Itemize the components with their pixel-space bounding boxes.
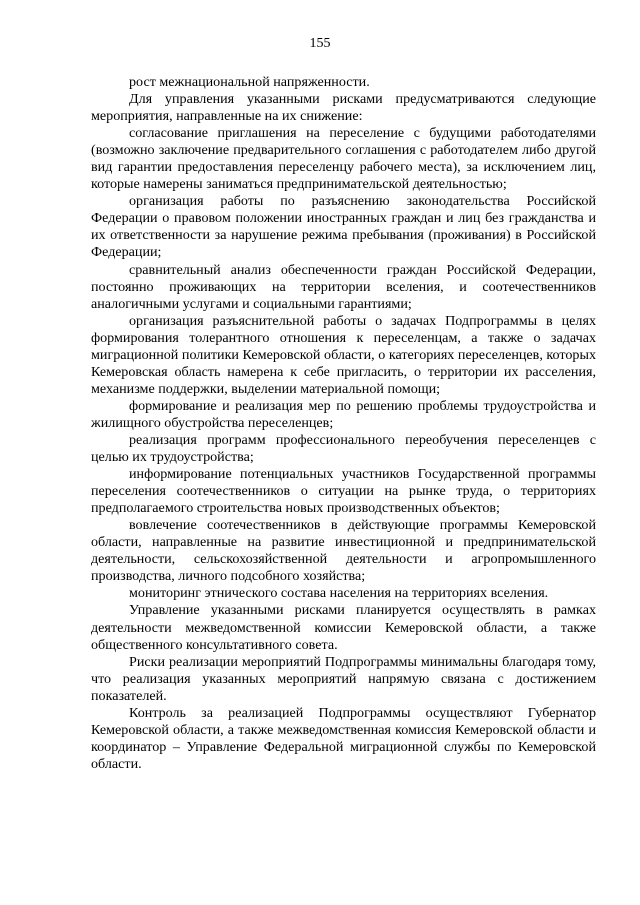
- paragraph: Контроль за реализацией Подпрограммы осуществляют Губернатор Кемеровской области, а также межведомственная комиссия Кемеровской области и координатор – Управление Федеральной миграционной службы по Кемеровской области.: [91, 704, 596, 772]
- paragraph: Управление указанными рисками планируется осуществлять в рамках деятельности межведомственной комиссии Кемеровской области, а также общественного консультативного совета.: [91, 602, 596, 653]
- list-item: информирование потенциальных участников Государственной программы переселения соотечественников о ситуации на рынке труда, о территориях предполагаемого строительства новых производственных объектов;: [91, 466, 596, 517]
- list-item: вовлечение соотечественников в действующие программы Кемеровской области, направленные на развитие инвестиционной и предпринимательской деятельности, сельскохозяйственной деятельности и агропромышленного производства, личного подсобного хозяйства;: [91, 517, 596, 585]
- paragraph: Риски реализации мероприятий Подпрограммы минимальны благодаря тому, что реализация указанных мероприятий напрямую связана с достижением показателей.: [91, 653, 596, 704]
- list-item: реализация программ профессионального переобучения переселенцев с целью их трудоустройства;: [91, 431, 596, 466]
- list-item: организация работы по разъяснению законодательства Российской Федерации о правовом положении иностранных граждан и лиц без гражданства и их ответственности за нарушение режима пребывания (проживания) в Российской Федерации;: [91, 193, 596, 261]
- list-item: организация разъяснительной работы о задачах Подпрограммы в целях формирования толерантного отношения к переселенцам, а также о задачах миграционной политики Кемеровской области, о категориях переселенцев, которых Кемеровская область намерена к себе пригласить, о территории их расселения, механизме поддержки, выделении материальной помощи;: [91, 312, 596, 397]
- paragraph: Для управления указанными рисками предусматриваются следующие мероприятия, направленные на их снижение:: [91, 91, 596, 125]
- list-item: сравнительный анализ обеспеченности граждан Российской Федерации, постоянно проживающих на территории вселения, и соотечественников аналогичными услугами и социальными гарантиями;: [91, 261, 596, 312]
- paragraph: рост межнациональной напряженности.: [129, 74, 370, 90]
- list-item: мониторинг этнического состава населения на территориях вселения.: [129, 585, 549, 602]
- list-item: формирование и реализация мер по решению проблемы трудоустройства и жилищного обустройства переселенцев;: [91, 397, 596, 431]
- list-item: согласование приглашения на переселение с будущими работодателями (возможно заключение предварительного соглашения с работодателем либо другой вид гарантии предоставления переселенцу рабочего места), за исключением лиц, которые намерены заниматься предпринимательской деятельностью;: [91, 125, 596, 193]
- document-body: [91, 74, 596, 773]
- page-number: 155: [309, 36, 331, 51]
